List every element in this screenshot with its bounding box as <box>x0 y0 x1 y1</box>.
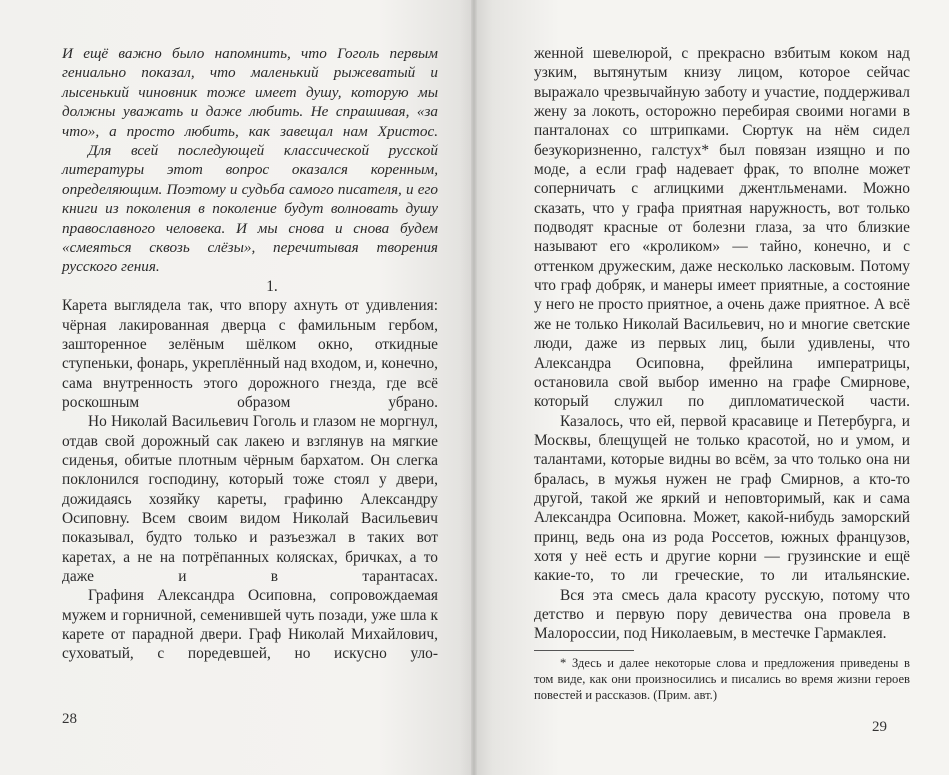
epigraph-paragraph-2: Для всей последующей классической русской литературы этот вопрос оказался коренным, определяющим. Поэтому и судьба самого писателя, и его книги из поколения в поколение будут волновать душу православного человека. И мы снова и снова будем «смеяться сквозь слёзы», перечитывая творения русского гения. <box>62 142 438 276</box>
right-page-text <box>534 44 910 704</box>
left-page-text <box>62 44 438 664</box>
left-page <box>0 0 474 775</box>
footnote: * Здесь и далее некоторые слова и предложения приведены в том виде, как они произносились и писались во время жизни героев повестей и рассказов. (Прим. авт.) <box>534 655 910 703</box>
body-paragraph-4: женной шевелюрой, с прекрасно взбитым коком над узким, вытянутым книзу лицом, которое сейчас выражало чрезвычайную заботу и участие, поддерживал жену за локоть, осторожно перебирая своими ногами в панталонах со штрипками. Сюртук на нём сидел безукоризненно, галстух* был повязан изящно и по моде, а если граф надевает фрак, то вполне может соперничать с аглицкими джентльменами. Можно сказать, что у графа приятная наружность, вот только подводят красные от болезни глаза, за что близкие называют его «кроликом» — тайно, конечно, и с оттенком дружеским, даже несколько ласковым. Потому что граф добряк, и манеры имеет приятные, а состояние у него не просто приятное, а очень даже приятное. А всё же не только Николай Васильевич, но и многие светские люди, даже из первых лиц, были удивлены, что Александра Осиповна, фрейлина императрицы, остановила свой выбор именно на графе Смирнове, который служил по дипломатической части. <box>534 45 910 411</box>
chapter-number: 1. <box>266 277 278 295</box>
body-paragraph-3: Графиня Александра Осиповна, сопровождаемая мужем и горничной, семенившей чуть позади, уже шла к карете от парадной двери. Граф Николай Михайлович, суховатый, с поредевшей, но искусно уло- <box>62 587 438 663</box>
body-paragraph-6: Вся эта смесь дала красоту русскую, потому что детство и первую пору девичества она провела в Малороссии, под Николаевым, в местечке Гармаклея. <box>534 586 910 643</box>
book-spine <box>471 0 477 775</box>
footnote-divider <box>534 650 634 651</box>
epigraph-paragraph-1: И ещё важно было напомнить, что Гоголь первым гениально показал, что маленький рыжеватый и лысенький чиновник тоже имеет душу, которую мы должны уважать и даже любить. Не спрашивая, «за что», а просто любить, как завещал нам Христос. <box>62 45 438 140</box>
page-number-left: 28 <box>62 711 77 727</box>
body-paragraph-2: Но Николай Васильевич Гоголь и глазом не моргнул, отдав свой дорожный сак лакею и взглянув на мягкие сиденья, обитые плотным чёрным бархатом. Он слегка поклонился господину, который тоже стоял у двери, дожидаясь хозяйку кареты, графиню Александру Осиповну. Всем своим видом Николай Васильевич показывал, будто только и разъезжал в таких вот каретах, а не на потрёпанных колясках, бричках, а то даже и в тарантасах. <box>62 413 438 586</box>
body-paragraph-5: Казалось, что ей, первой красавице и Петербурга, и Москвы, блещущей не только красотой, но и умом, и талантами, которые видны во всём, за что только она ни бралась, в мужья нужен не граф Смирнов, а кто-то другой, такой же яркий и неповторимый, как и сама Александра Осиповна. Может, какой-нибудь заморский принц, ведь она из рода Россетов, южных французов, хотя у неё есть и другие корни — грузинские и ещё какие-то, то ли греческие, то ли итальянские. <box>534 412 910 585</box>
body-paragraph-1: Карета выглядела так, что впору ахнуть от удивления: чёрная лакированная дверца с фамильным гербом, зашторенное зелёным шёлком окно, откидные ступеньки, фонарь, укреплённый над входом, и, конечно, сама внутренность этого дорожного гнезда, где всё роскошным образом убрано. <box>62 297 438 411</box>
epigraph <box>62 44 438 277</box>
page-number-right: 29 <box>872 719 887 735</box>
